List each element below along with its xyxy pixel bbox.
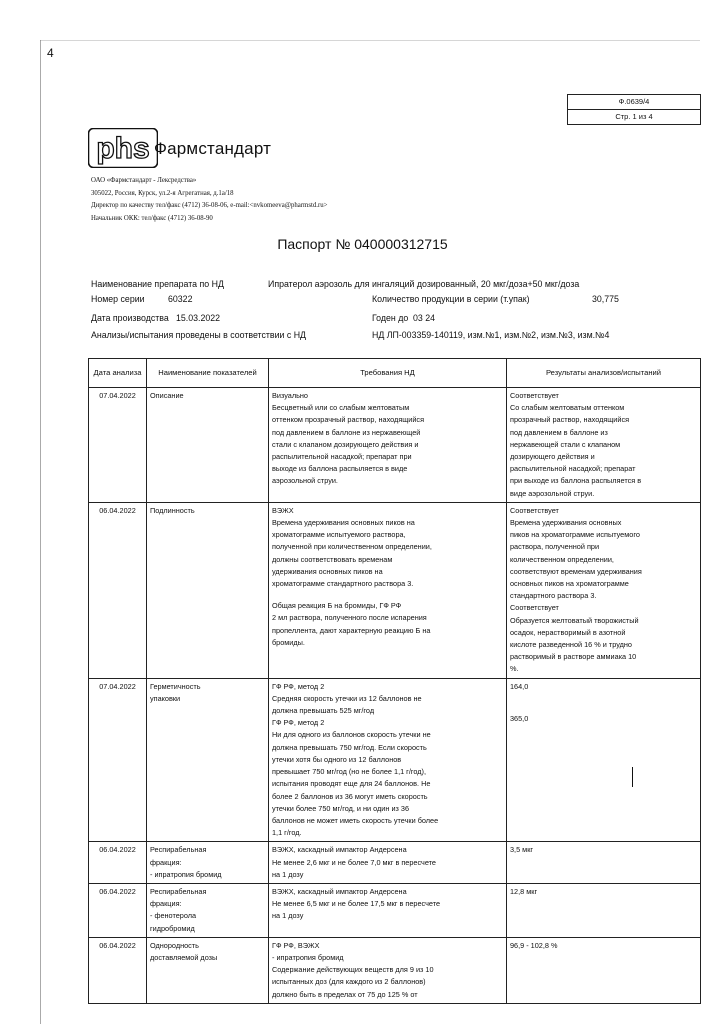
- cell-line: фракция:: [150, 857, 182, 867]
- cell-line: 96,9 - 102,8 %: [510, 940, 558, 950]
- cell-results: [507, 883, 701, 937]
- cell-results: [507, 937, 701, 1003]
- cell-date: 07.04.2022: [89, 388, 147, 503]
- cell-line: кислоте разведенной 16 % и трудно: [510, 640, 632, 650]
- cell-line: 164,0: [510, 681, 529, 691]
- page-mark: 4: [47, 46, 54, 60]
- results-table-body: [89, 388, 701, 1004]
- cell-date: 07.04.2022: [89, 678, 147, 842]
- cell-line: нержавеющей стали с клапаном: [510, 439, 621, 449]
- cell-line: фракция:: [150, 899, 182, 909]
- cell-line: бромиды.: [272, 637, 305, 647]
- cell-line: Визуально: [272, 391, 308, 400]
- cell-line: %.: [510, 664, 519, 674]
- cell-indicator: [147, 678, 269, 842]
- cell-line: Средняя скорость утечки из 12 баллонов не: [272, 693, 422, 703]
- cell-line: Соответствует: [510, 391, 559, 400]
- cell-line: распылительной насадкой; препарат: [510, 464, 636, 474]
- expiry-label: Годен до: [372, 313, 409, 323]
- cell-line: Со слабым желтоватым оттенком: [510, 403, 625, 413]
- cell-line: 1,1 г/год.: [272, 828, 302, 838]
- cell-line: Соответствует: [510, 603, 559, 613]
- cell-line: должна превышать 750 мг/год. Если скорость: [272, 742, 427, 752]
- cell-line: Подлинность: [150, 505, 195, 515]
- cell-line: ВЭЖХ, каскадный импактор Андерсена: [272, 845, 407, 855]
- cell-line: упаковки: [150, 693, 181, 703]
- form-page: Стр. 1 из 4: [568, 109, 700, 124]
- cell-line: Не менее 6,5 мкг и не более 17,5 мкг в пересчете: [272, 899, 441, 909]
- cell-line: [510, 703, 697, 713]
- scan-edge-line-top: [40, 40, 700, 41]
- cell-line: под давлением в баллоне из нержавеющей: [272, 427, 421, 437]
- cell-line: хроматограмме стандартного раствора 3.: [272, 579, 414, 589]
- cell-line: на 1 дозу: [272, 911, 304, 921]
- passport-title: Паспорт № 040000312715: [277, 236, 448, 252]
- cell-line: Герметичность: [150, 681, 201, 691]
- cell-line: Ни для одного из баллонов скорость утечки не: [272, 730, 431, 740]
- analyses-label: Анализы/испытания проведены в соответствии с НД: [91, 330, 307, 340]
- cell-line: ГФ РФ, метод 2: [272, 681, 325, 691]
- cell-line: Времена удерживания основных пиков на: [272, 518, 415, 528]
- phs-logo-icon: [88, 128, 158, 168]
- table-row: [89, 842, 701, 884]
- company-line: Начальник ОКК: тел/факс (4712) 36-08-90: [91, 214, 213, 222]
- cell-line: основных пиков на хроматограмме: [510, 579, 629, 589]
- table-row: [89, 502, 701, 678]
- cell-line: Бесцветный или со слабым желтоватым: [272, 403, 410, 413]
- cell-line: соответствуют временам удерживания: [510, 566, 642, 576]
- cell-indicator: [147, 502, 269, 678]
- cell-date: 06.04.2022: [89, 883, 147, 937]
- cell-line: должны соответствовать временам: [272, 554, 393, 564]
- cell-line: утечки хотя бы одного из 12 баллонов: [272, 754, 402, 764]
- company-line: 305022, Россия, Курск, ул.2-я Агрегатная, д.1а/18: [91, 189, 234, 197]
- cell-line: стандартного раствора 3.: [510, 591, 597, 601]
- cell-line: пропеллента, дают характерную реакцию Б на: [272, 625, 431, 635]
- product-label: Наименование препарата по НД: [91, 279, 224, 289]
- company-info: [91, 175, 327, 225]
- company-line: Директор по качеству тел/факс (4712) 36-08-06, e-mail:<nvkomeeva@pharmstd.ru>: [91, 202, 328, 209]
- logo-mark-text: phs: [96, 132, 150, 165]
- quantity-label: Количество продукции в серии (т.упак): [372, 294, 530, 304]
- cell-date: 06.04.2022: [89, 937, 147, 1003]
- cell-line: гидробромид: [150, 923, 195, 933]
- cell-line: осадок, нерастворимый в азотной: [510, 627, 626, 637]
- cell-line: Респирабельная: [150, 845, 207, 855]
- cell-line: прозрачный раствор, находящийся: [510, 415, 630, 425]
- cell-line: при выходе из баллона распыляется в: [510, 476, 642, 486]
- cell-line: ГФ РФ, метод 2: [272, 718, 325, 728]
- cell-line: 12,8 мкг: [510, 886, 538, 896]
- quantity-value: 30,775: [592, 294, 619, 304]
- cell-requirements: [269, 388, 507, 503]
- table-row: [89, 937, 701, 1003]
- cell-line: растворимый в растворе аммиака 10: [510, 652, 637, 662]
- cell-line: Соответствует: [510, 505, 559, 515]
- series-value: 60322: [168, 294, 193, 304]
- cell-line: ГФ РФ, ВЭЖХ: [272, 940, 320, 950]
- cell-line: утечки более 750 мг/год, и ни один из 36: [272, 803, 410, 813]
- mfg-date-value: 15.03.2022: [176, 313, 221, 323]
- cell-line: должна превышать 525 мг/год: [272, 706, 375, 716]
- cell-indicator: [147, 937, 269, 1003]
- cell-line: - ипратропия бромид: [150, 869, 222, 879]
- cell-line: Описание: [150, 391, 184, 400]
- cell-line: ВЭЖХ: [272, 505, 294, 515]
- cell-requirements: [269, 842, 507, 884]
- cell-line: доставляемой дозы: [150, 952, 218, 962]
- cell-line: должно быть в пределах от 75 до 125 % от: [272, 989, 418, 999]
- form-number-box: [567, 94, 701, 125]
- cell-line: Респирабельная: [150, 886, 207, 896]
- cell-line: ВЭЖХ, каскадный импактор Андерсена: [272, 886, 407, 896]
- cell-line: стали с клапаном дозирующего действия и: [272, 439, 419, 449]
- cell-line: виде аэрозольной струи.: [510, 488, 595, 498]
- cell-line: раствора, полученной при: [510, 542, 600, 552]
- cell-line: дозирующего действия и: [510, 452, 595, 462]
- cell-line: выходе из баллона распыляется в виде: [272, 464, 408, 474]
- cell-requirements: [269, 883, 507, 937]
- cell-line: Однородность: [150, 940, 199, 950]
- cell-line: испытания проводят еще для 24 баллонов. Не: [272, 779, 431, 789]
- cell-line: баллонов не может иметь скорость утечки более: [272, 815, 439, 825]
- cell-line: хроматограмме испытуемого раствора,: [272, 530, 406, 540]
- cell-line: под давлением в баллоне из: [510, 427, 608, 437]
- cell-line: - ипратропия бромид: [272, 952, 344, 962]
- cell-line: - фенотерола: [150, 911, 197, 921]
- cell-date: 06.04.2022: [89, 842, 147, 884]
- cell-line: Образуется желтоватый творожистый: [510, 615, 639, 625]
- logo-name: Фармстандарт: [154, 139, 272, 158]
- cell-results: [507, 842, 701, 884]
- cell-indicator: [147, 842, 269, 884]
- handwritten-tick-mark: [632, 767, 633, 787]
- cell-results: [507, 502, 701, 678]
- form-code: Ф.0639/4: [618, 97, 650, 106]
- results-table: [88, 358, 701, 1004]
- cell-line: на 1 дозу: [272, 869, 304, 879]
- cell-requirements: [269, 678, 507, 842]
- cell-line: распылительной насадкой; препарат при: [272, 452, 412, 462]
- cell-requirements: [269, 502, 507, 678]
- header-indicator: Наименование показателей: [147, 359, 269, 388]
- scan-edge-line: [40, 40, 41, 1024]
- cell-date: 06.04.2022: [89, 502, 147, 678]
- cell-indicator: [147, 883, 269, 937]
- header-date: Дата анализа: [89, 359, 147, 388]
- cell-line: аэрозольной струи.: [272, 476, 338, 486]
- series-label: Номер серии: [91, 294, 145, 304]
- mfg-date-label: Дата производства: [91, 313, 169, 323]
- cell-line: количественном определении,: [510, 554, 614, 564]
- cell-indicator: [147, 388, 269, 503]
- header-results: Результаты анализов/испытаний: [507, 359, 701, 388]
- cell-line: полученной при количественном определении,: [272, 542, 432, 552]
- cell-line: превышает 750 мг/год (но не более 1,1 г/год),: [272, 767, 426, 777]
- cell-results: [507, 678, 701, 842]
- cell-line: Не менее 2,6 мкг и не более 7,0 мкг в пересчете: [272, 857, 436, 867]
- product-value: Ипратерол аэрозоль для ингаляций дозированный, 20 мкг/доза+50 мкг/доза: [268, 279, 580, 289]
- cell-line: удерживания основных пиков на: [272, 566, 383, 576]
- expiry-value: 03 24: [413, 313, 436, 323]
- cell-line: Общая реакция Б на бромиды, ГФ РФ: [272, 601, 402, 611]
- table-row: [89, 388, 701, 503]
- table-header-row: [89, 359, 701, 388]
- company-line: ОАО «Фармстандарт - Лексредства»: [91, 177, 197, 184]
- table-row: [89, 678, 701, 842]
- cell-requirements: [269, 937, 507, 1003]
- cell-line: более 2 баллонов из 36 могут иметь скорость: [272, 791, 428, 801]
- cell-results: [507, 388, 701, 503]
- header-requirements: Требования НД: [269, 359, 507, 388]
- cell-line: Времена удерживания основных: [510, 518, 622, 528]
- cell-line: пиков на хроматограмме испытуемого: [510, 530, 640, 540]
- cell-line: [510, 693, 697, 703]
- analyses-value: НД ЛП-003359-140119, изм.№1, изм.№2, изм.№3, изм.№4: [372, 330, 610, 340]
- cell-line: 2 мл раствора, полученного после испарения: [272, 613, 427, 623]
- cell-line: Содержание действующих веществ для 9 из 10: [272, 965, 434, 975]
- cell-line: [272, 590, 503, 600]
- cell-line: испытанных доз (для каждого из 2 баллонов): [272, 977, 426, 987]
- cell-line: 365,0: [510, 713, 529, 723]
- cell-line: оттенком прозрачный раствор, находящийся: [272, 415, 425, 425]
- cell-line: 3,5 мкг: [510, 845, 534, 855]
- table-row: [89, 883, 701, 937]
